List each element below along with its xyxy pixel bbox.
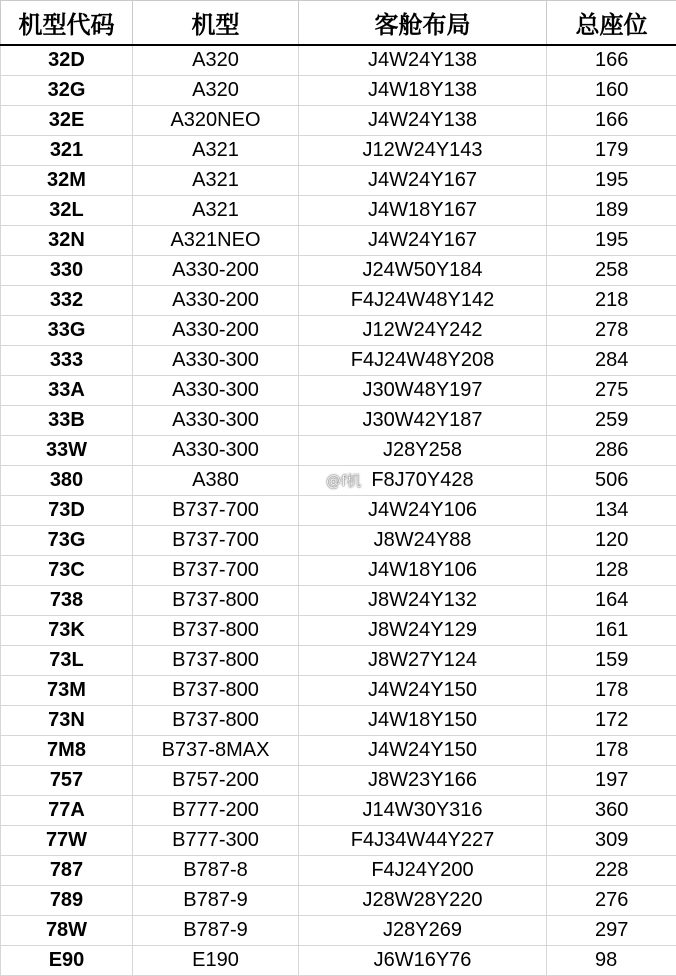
cell-aircraft-code: 332 <box>1 286 133 316</box>
cell-aircraft-type: B737-800 <box>133 616 299 646</box>
cell-aircraft-code: 73M <box>1 676 133 706</box>
table-row <box>1 256 676 286</box>
cell-cabin-layout: J4W24Y150 <box>299 736 547 766</box>
cell-total-seats: 506 <box>547 466 676 496</box>
cell-total-seats: 166 <box>547 45 676 76</box>
cell-total-seats: 309 <box>547 826 676 856</box>
cell-total-seats: 275 <box>547 376 676 406</box>
cell-aircraft-code: 73K <box>1 616 133 646</box>
cell-cabin-layout: J8W24Y132 <box>299 586 547 616</box>
table-row <box>1 706 676 736</box>
cell-aircraft-code: 32G <box>1 76 133 106</box>
cell-total-seats: 360 <box>547 796 676 826</box>
cell-cabin-layout: J4W24Y167 <box>299 166 547 196</box>
cell-aircraft-code: 330 <box>1 256 133 286</box>
table-row <box>1 316 676 346</box>
cell-cabin-layout: J30W42Y187 <box>299 406 547 436</box>
cell-aircraft-type: A330-200 <box>133 286 299 316</box>
table-row <box>1 946 676 976</box>
table-row <box>1 226 676 256</box>
cell-total-seats: 161 <box>547 616 676 646</box>
cell-aircraft-code: 73N <box>1 706 133 736</box>
cell-aircraft-type: A321NEO <box>133 226 299 256</box>
cell-aircraft-type: A320NEO <box>133 106 299 136</box>
cell-total-seats: 278 <box>547 316 676 346</box>
cell-cabin-layout: J24W50Y184 <box>299 256 547 286</box>
cell-aircraft-type: A330-300 <box>133 376 299 406</box>
cell-total-seats: 197 <box>547 766 676 796</box>
cell-aircraft-code: 333 <box>1 346 133 376</box>
table-row <box>1 106 676 136</box>
cell-aircraft-type: A320 <box>133 45 299 76</box>
cell-cabin-layout: F4J24W48Y208 <box>299 346 547 376</box>
table-body <box>1 45 676 976</box>
cell-cabin-layout: J6W16Y76 <box>299 946 547 976</box>
cell-aircraft-code: 73D <box>1 496 133 526</box>
cell-total-seats: 160 <box>547 76 676 106</box>
cell-aircraft-type: A380 <box>133 466 299 496</box>
table-row <box>1 856 676 886</box>
cell-aircraft-type: B737-700 <box>133 496 299 526</box>
cell-aircraft-code: 33B <box>1 406 133 436</box>
cell-total-seats: 286 <box>547 436 676 466</box>
cell-aircraft-code: 757 <box>1 766 133 796</box>
cell-aircraft-code: 32E <box>1 106 133 136</box>
cell-total-seats: 218 <box>547 286 676 316</box>
cell-aircraft-code: 32M <box>1 166 133 196</box>
cell-cabin-layout: J4W24Y106 <box>299 496 547 526</box>
header-cabin-layout: 客舱布局 <box>299 1 547 46</box>
cell-aircraft-code: 789 <box>1 886 133 916</box>
header-aircraft-type: 机型 <box>133 1 299 46</box>
cell-aircraft-type: B787-9 <box>133 916 299 946</box>
cell-total-seats: 172 <box>547 706 676 736</box>
cell-cabin-layout: J4W18Y106 <box>299 556 547 586</box>
cell-total-seats: 195 <box>547 166 676 196</box>
cell-aircraft-code: 77W <box>1 826 133 856</box>
cell-aircraft-type: B737-700 <box>133 526 299 556</box>
cell-cabin-layout: J4W24Y138 <box>299 106 547 136</box>
cell-aircraft-code: 77A <box>1 796 133 826</box>
cell-total-seats: 189 <box>547 196 676 226</box>
cell-total-seats: 166 <box>547 106 676 136</box>
table-row <box>1 166 676 196</box>
header-total-seats: 总座位 <box>547 1 676 46</box>
table-row <box>1 346 676 376</box>
table-row <box>1 196 676 226</box>
cell-aircraft-type: B757-200 <box>133 766 299 796</box>
table-row <box>1 45 676 76</box>
table-row <box>1 676 676 706</box>
cell-total-seats: 276 <box>547 886 676 916</box>
table-row <box>1 496 676 526</box>
cell-aircraft-type: A321 <box>133 166 299 196</box>
table-row <box>1 796 676 826</box>
cell-cabin-layout: J12W24Y242 <box>299 316 547 346</box>
cell-aircraft-type: B777-300 <box>133 826 299 856</box>
watermark-text: @f机 <box>326 470 361 491</box>
cell-cabin-layout: J4W18Y167 <box>299 196 547 226</box>
cell-aircraft-code: 32D <box>1 45 133 76</box>
cell-aircraft-code: 7M8 <box>1 736 133 766</box>
cell-cabin-layout: F4J24Y200 <box>299 856 547 886</box>
cell-cabin-layout: J4W24Y150 <box>299 676 547 706</box>
cell-cabin-layout: J8W23Y166 <box>299 766 547 796</box>
cell-aircraft-type: A330-300 <box>133 406 299 436</box>
cell-cabin-layout: J4W24Y167 <box>299 226 547 256</box>
cell-cabin-layout: J4W18Y138 <box>299 76 547 106</box>
cell-aircraft-type: B737-800 <box>133 706 299 736</box>
cell-cabin-layout: J8W27Y124 <box>299 646 547 676</box>
cell-total-seats: 120 <box>547 526 676 556</box>
cell-aircraft-type: A330-200 <box>133 256 299 286</box>
cell-total-seats: 228 <box>547 856 676 886</box>
cell-aircraft-code: 73L <box>1 646 133 676</box>
cell-total-seats: 179 <box>547 136 676 166</box>
cell-aircraft-code: 32N <box>1 226 133 256</box>
table-row <box>1 376 676 406</box>
table-row <box>1 766 676 796</box>
cell-aircraft-type: B737-800 <box>133 646 299 676</box>
cell-total-seats: 297 <box>547 916 676 946</box>
table-row <box>1 436 676 466</box>
cell-aircraft-code: 73C <box>1 556 133 586</box>
cell-aircraft-type: B737-800 <box>133 586 299 616</box>
cell-total-seats: 284 <box>547 346 676 376</box>
table-row <box>1 136 676 166</box>
table-row <box>1 556 676 586</box>
cell-total-seats: 195 <box>547 226 676 256</box>
cell-aircraft-code: 78W <box>1 916 133 946</box>
cell-aircraft-type: B777-200 <box>133 796 299 826</box>
cell-aircraft-code: 33G <box>1 316 133 346</box>
table-row <box>1 646 676 676</box>
cell-cabin-layout: J28Y269 <box>299 916 547 946</box>
table-row <box>1 586 676 616</box>
cell-total-seats: 128 <box>547 556 676 586</box>
cell-total-seats: 134 <box>547 496 676 526</box>
cell-total-seats: 178 <box>547 676 676 706</box>
cell-total-seats: 258 <box>547 256 676 286</box>
cell-aircraft-type: B737-8MAX <box>133 736 299 766</box>
cell-cabin-layout: J30W48Y197 <box>299 376 547 406</box>
table-row <box>1 616 676 646</box>
cell-cabin-layout: J4W24Y138 <box>299 45 547 76</box>
cell-aircraft-type: E190 <box>133 946 299 976</box>
cell-total-seats: 178 <box>547 736 676 766</box>
table-row <box>1 406 676 436</box>
table-row <box>1 826 676 856</box>
cell-cabin-layout: J8W24Y88 <box>299 526 547 556</box>
table-row <box>1 286 676 316</box>
table-row <box>1 916 676 946</box>
cell-aircraft-type: B787-8 <box>133 856 299 886</box>
cell-aircraft-type: A330-200 <box>133 316 299 346</box>
cell-aircraft-code: 73G <box>1 526 133 556</box>
cell-aircraft-type: A321 <box>133 136 299 166</box>
cell-cabin-layout: J28W28Y220 <box>299 886 547 916</box>
table-header <box>1 1 676 46</box>
cell-aircraft-code: 321 <box>1 136 133 166</box>
cell-aircraft-code: 787 <box>1 856 133 886</box>
cell-cabin-layout: J8W24Y129 <box>299 616 547 646</box>
cell-aircraft-type: B787-9 <box>133 886 299 916</box>
cell-total-seats: 98 <box>547 946 676 976</box>
table-row <box>1 466 676 496</box>
cell-aircraft-code: 33W <box>1 436 133 466</box>
cell-total-seats: 259 <box>547 406 676 436</box>
cell-aircraft-type: A330-300 <box>133 346 299 376</box>
cell-cabin-layout: J14W30Y316 <box>299 796 547 826</box>
table-row <box>1 886 676 916</box>
cell-aircraft-type: A320 <box>133 76 299 106</box>
table-row <box>1 76 676 106</box>
cell-aircraft-code: 738 <box>1 586 133 616</box>
cell-cabin-layout: J12W24Y143 <box>299 136 547 166</box>
cell-aircraft-type: A321 <box>133 196 299 226</box>
cell-cabin-layout: J28Y258 <box>299 436 547 466</box>
cell-total-seats: 159 <box>547 646 676 676</box>
header-row <box>1 1 676 46</box>
cell-aircraft-code: 32L <box>1 196 133 226</box>
table-row <box>1 736 676 766</box>
table-row <box>1 526 676 556</box>
cell-cabin-layout: F8J70Y428 <box>299 466 547 496</box>
cell-cabin-layout: F4J34W44Y227 <box>299 826 547 856</box>
header-aircraft-code: 机型代码 <box>1 1 133 46</box>
cell-total-seats: 164 <box>547 586 676 616</box>
cell-cabin-layout: F4J24W48Y142 <box>299 286 547 316</box>
cell-aircraft-type: B737-700 <box>133 556 299 586</box>
cell-aircraft-type: B737-800 <box>133 676 299 706</box>
cell-aircraft-code: E90 <box>1 946 133 976</box>
cell-aircraft-code: 33A <box>1 376 133 406</box>
cell-aircraft-type: A330-300 <box>133 436 299 466</box>
cell-aircraft-code: 380 <box>1 466 133 496</box>
cell-cabin-layout: J4W18Y150 <box>299 706 547 736</box>
